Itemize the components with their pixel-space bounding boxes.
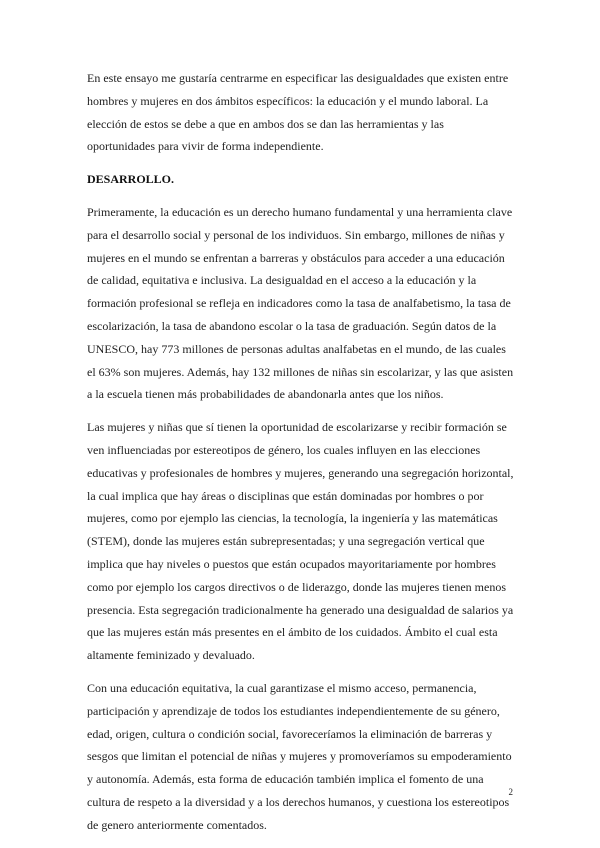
body-paragraph: Con una educación equitativa, la cual garantizase el mismo acceso, permanencia, participación y aprendizaje de todos los estudiantes independientemente de su género, edad, origen, cultura o condición social, favoreceríamos la eliminación de barreras y sesgos que limitan el potencial de niñas y mujeres y promoveríamos su empoderamiento y autonomía. Además, esta forma de educación también implica el fomento de una cultura de respeto a la diversidad y a los derechos humanos, y cuestiona los estereotipos de genero anteriormente comentados.: [87, 680, 512, 832]
intro-paragraph: En este ensayo me gustaría centrarme en especificar las desigualdades que existen entre hombres y mujeres en dos ámbitos específicos: la educación y el mundo laboral. La elección de estos se debe a que en ambos dos se dan las herramientas y las oportunidades para vivir de forma independiente.: [87, 71, 509, 154]
body-paragraph: Las mujeres y niñas que sí tienen la oportunidad de escolarizarse y recibir formación se ven influenciadas por estereotipos de género, los cuales influyen en las elecciones educativas y profesionales de hombres y mujeres, generando una segregación horizontal, la cual implica que hay áreas o disciplinas que están dominadas por hombres o por mujeres, como por ejemplo las ciencias, la tecnología, la ingeniería y las matemáticas (STEM), donde las mujeres están subrepresentadas; y una segregación vertical que implica que hay niveles o puestos que están ocupados mayoritariamente por hombres como por ejemplo los cargos directivos o de liderazgo, donde las mujeres tienen menos presencia. Esta segregación tradicionalmente ha generado una desigualdad de salarios ya que las mujeres están más presentes en el ámbito de los cuidados. Ámbito el cual esta altamente feminizado y devaluado.: [87, 420, 514, 663]
body-paragraph: Primeramente, la educación es un derecho humano fundamental y una herramienta clave para el desarrollo social y personal de los individuos. Sin embargo, millones de niñas y mujeres en el mundo se enfrentan a barreras y obstáculos para acceder a una educación de calidad, equitativa e inclusiva. La desigualdad en el acceso a la educación y la formación profesional se refleja en indicadores como la tasa de analfabetismo, la tasa de escolarización, la tasa de abandono escolar o la tasa de graduación. Según datos de la UNESCO, hay 773 millones de personas adultas analfabetas en el mundo, de las cuales el 63% son mujeres. Además, hay 132 millones de niñas sin escolarizar, y las que asisten a la escuela tienen más probabilidades de abandonarla antes que los niños.: [87, 204, 514, 402]
document-body: [87, 67, 514, 847]
page-number: 2: [508, 787, 513, 797]
section-heading: DESARROLLO.: [87, 172, 175, 187]
